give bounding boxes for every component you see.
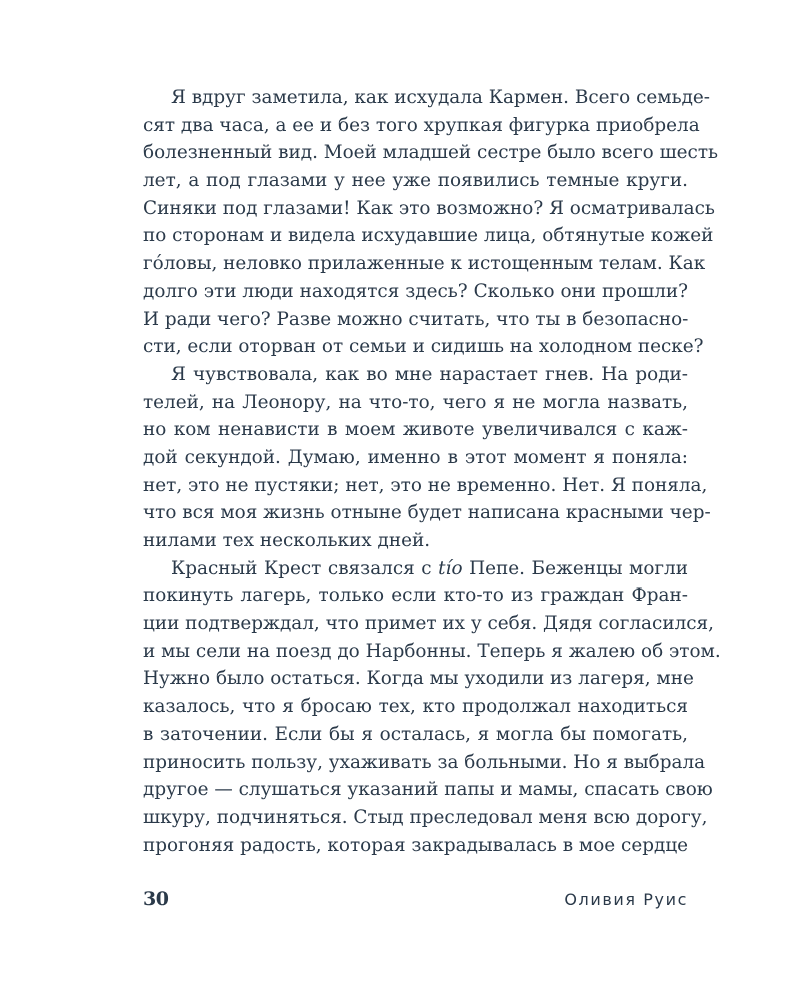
text-line: долго эти люди находятся здесь? Сколько они прошли? <box>143 280 688 302</box>
text-line: ции подтверждал, что примет их у себя. Дядя согласился, <box>143 613 715 635</box>
text-line: нет, это не пустяки; нет, это не временно. Нет. Я поняла, <box>143 474 708 496</box>
text-line: телей, на Леонору, на что-то, чего я не могла назвать, <box>143 391 688 413</box>
text-line: но ком ненависти в моем животе увеличивался с каж- <box>143 419 688 441</box>
text-line: казалось, что я бросаю тех, кто продолжал находиться <box>143 696 688 718</box>
text-line: Синяки под глазами! Как это возможно? Я осматривалась <box>143 197 715 219</box>
text-line: И ради чего? Разве можно считать, что ты в безопасно- <box>143 308 689 330</box>
page-number: 30 <box>143 888 169 910</box>
text-line: гóловы, неловко прилаженные к истощенным телам. Как <box>143 253 706 275</box>
text-line: другое — слушаться указаний папы и мамы, спасать свою <box>143 779 713 801</box>
text-line: покинуть лагерь, только если кто-то из граждан Фран- <box>143 585 688 607</box>
text-line: болезненный вид. Моей младшей сестре было всего шесть <box>143 142 719 164</box>
text-line: сят два часа, а ее и без того хрупкая фигурка приобрела <box>143 114 700 136</box>
running-author: Оливия Руис <box>564 890 688 909</box>
text-line <box>143 555 688 583</box>
text-line: приносить пользу, ухаживать за больными. Но я выбрала <box>143 751 706 773</box>
body-text <box>143 84 721 859</box>
text-line: Нужно было остаться. Когда мы уходили из лагеря, мне <box>143 668 694 690</box>
text-line: Я вдруг заметила, как исхудала Кармен. Всего семьде- <box>171 87 711 108</box>
text-line: в заточении. Если бы я осталась, я могла бы помогать, <box>143 723 688 745</box>
text-line: лет, а под глазами у нее уже появились темные круги. <box>143 170 688 192</box>
text-line: сти, если оторван от семьи и сидишь на холодном песке? <box>143 336 704 358</box>
text-line: прогоняя радость, которая закрадывалась в мое сердце <box>143 834 689 856</box>
text-line: и мы сели на поезд до Нарбонны. Теперь я жалею об этом. <box>143 640 721 662</box>
text-line: дой секундой. Думаю, именно в этот момент я поняла: <box>143 446 688 468</box>
text-line: шкуру, подчиняться. Стыд преследовал меня всю дорогу, <box>143 806 708 828</box>
page-footer <box>143 888 688 918</box>
text-fragment: Красный Крест связался с <box>171 557 439 579</box>
italic-word: tío <box>438 557 463 579</box>
text-line: нилами тех нескольких дней. <box>143 530 431 551</box>
text-line: Я чувствовала, как во мне нарастает гнев. На роди- <box>171 363 688 385</box>
text-line: что вся моя жизнь отныне будет написана красными чер- <box>143 502 711 524</box>
text-line: по сторонам и видела исхудавшие лица, обтянутые кожей <box>143 225 714 247</box>
text-fragment: Пепе. Беженцы могли <box>462 557 688 579</box>
